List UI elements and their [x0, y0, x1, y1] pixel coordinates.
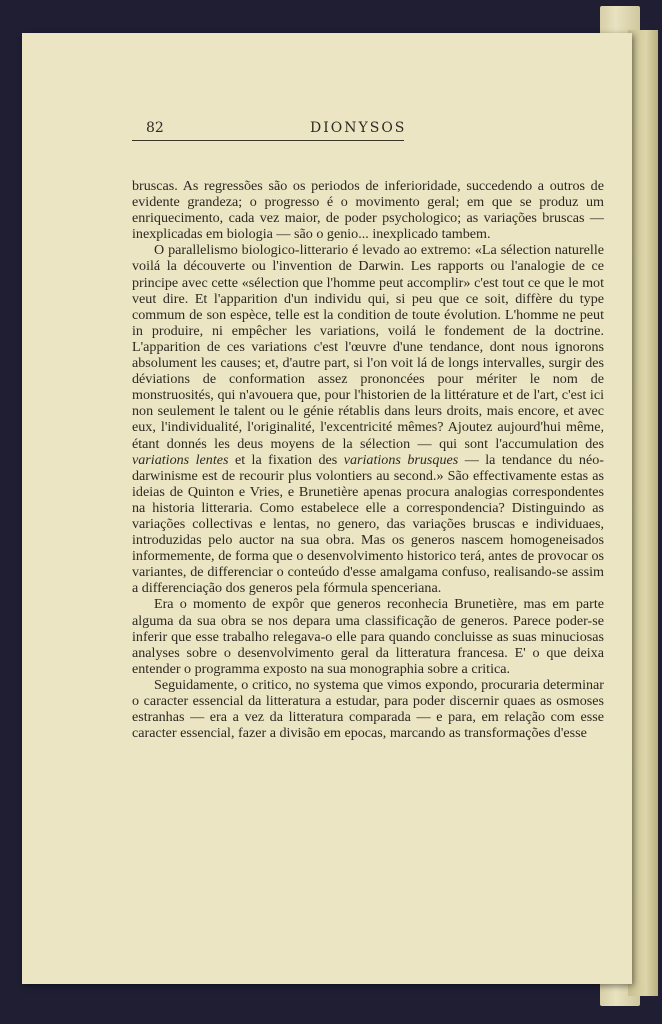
paragraph-2-part-a: O parallelismo biologico-litterario é levado ao extremo: «La sélection naturelle voilá la découverte ou l'invention de Darwin. Les rapports ou l'analogie de ce principe avec cette «sélection que l'homme peut accomplir» c'est tout ce que le mot veut dire. Et l'apparition d'un individu qui, si peu que ce soit, diffère du type commum de son espèce, telle est la condition de toute évolution. L'homme ne peut in produire, ni empêcher les variations, voilá le fondement de la doctrine. L'apparition de ces variations c'est l'œuvre d'une tendance, dont nous ignorons absolument les causes; et, d'autre part, si l'on voit lá de longs intervalles, surgir des déviations de conformation assez prononcées pour mériter le nom de monstruosités, qui n'avouera que, pour l'historien de la littérature et de l'art, c'est ici non seulement le talent ou le génie rétablis dans leurs droits, mais encore, et avec eux, l'individualité, l'originalité, l'excentricité mêmes? Ajoutez aujourd'hui même, étant donnés les deus moyens de la sélection — qui sont l'accumulation des [132, 242, 604, 452]
running-title: DIONYSOS [310, 120, 407, 136]
page-header [132, 118, 407, 141]
italic-variations-lentes: variations lentes [132, 451, 229, 468]
paragraph-4: Seguidamente, o critico, no systema que vimos expondo, procuraria determinar o caracter essencial da litteratura a estudar, para poder discernir quaes as osmoses estranhas — era a vez da litteratura comparada — e para, em relação com esse caracter essencial, fazer a divisão em epocas, marcando as transformações d'esse [132, 676, 604, 742]
body-text [132, 178, 604, 741]
book-page [22, 33, 632, 984]
paragraph-2-part-c: — la tendance du néo-darwinisme est de recourir plus volontiers au second.» São effectivamente estas as ideias de Quinton e Vries, e Brunetière apenas procura analogias correspondentes na historia litteraria. Como estabelece elle a correspondencia? Distinguindo as variações collectivas e lentas, no genero, das variações bruscas e individuaes, introduzidas pelo auctor na sua obra. Mas os generos nascem homogeneisados informemente, de forma que o desenvolvimento historico terá, antes de provocar os variantes, de differenciar o conteúdo d'esse amalgama confuso, realisando-se assim a differenciação dos generos pela fórmula spenceriana. [132, 451, 604, 597]
paragraph-2-part-b: et la fixation des [234, 451, 338, 468]
italic-variations-brusques: variations brusques [343, 451, 459, 468]
paragraph-3: Era o momento de expôr que generos reconhecia Brunetière, mas em parte alguma da sua obra se nos depara uma classificação de generos. Parece poder-se inferir que esse trabalho relegava-o elle para quando concluisse as suas minuciosas analyses sobre o desenvolvimento geral da litteratura francesa. E' o que deixa entender o programma exposto na sua monographia sobre a critica. [132, 596, 604, 677]
paragraph-1: bruscas. As regressões são os periodos de inferioridade, succedendo a outros de evidente grandeza; o progresso é o movimento geral; em que se produz um enriquecimento, cada vez maior, de poder psychologico; as variações bruscas — inexplicadas em biologia — são o genio... inexplicado tambem. [132, 178, 604, 243]
book-back-edge [628, 30, 658, 996]
paragraph-2 [132, 242, 604, 596]
page-number: 82 [146, 120, 164, 136]
